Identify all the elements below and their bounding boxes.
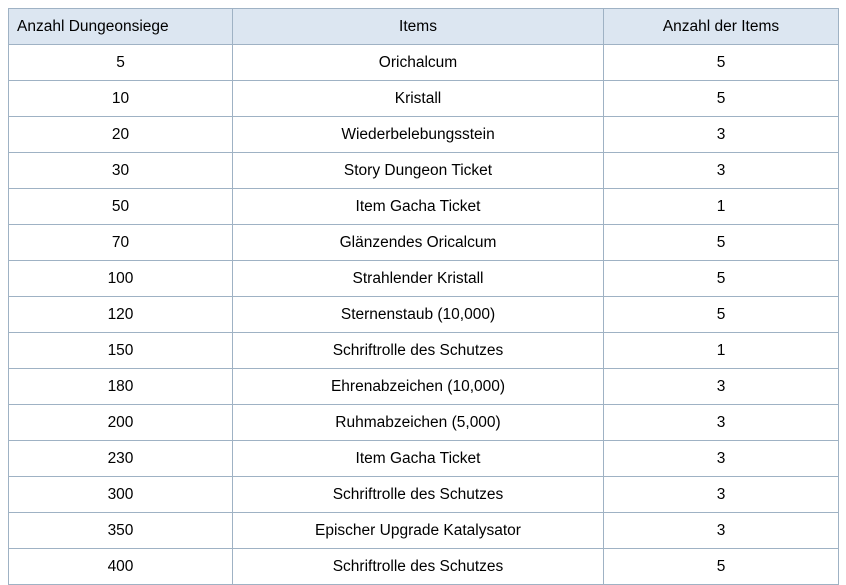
cell-item-name: Schriftrolle des Schutzes (233, 333, 604, 369)
table-row (9, 153, 839, 189)
cell-item-name: Sternenstaub (10,000) (233, 297, 604, 333)
cell-dungeon-wins: 20 (9, 117, 233, 153)
cell-item-count: 5 (604, 81, 839, 117)
cell-item-name: Orichalcum (233, 45, 604, 81)
cell-dungeon-wins: 100 (9, 261, 233, 297)
cell-item-name: Wiederbelebungsstein (233, 117, 604, 153)
cell-item-count: 5 (604, 261, 839, 297)
cell-item-name: Glänzendes Oricalcum (233, 225, 604, 261)
table-header (9, 9, 839, 45)
cell-item-name: Ruhmabzeichen (5,000) (233, 405, 604, 441)
cell-item-name: Epischer Upgrade Katalysator (233, 513, 604, 549)
table-row (9, 333, 839, 369)
table-row (9, 549, 839, 585)
column-header-items: Items (233, 9, 604, 45)
table-row (9, 45, 839, 81)
table-row (9, 513, 839, 549)
cell-dungeon-wins: 10 (9, 81, 233, 117)
cell-item-count: 3 (604, 153, 839, 189)
cell-dungeon-wins: 230 (9, 441, 233, 477)
table-body (9, 45, 839, 585)
cell-item-count: 1 (604, 189, 839, 225)
cell-dungeon-wins: 400 (9, 549, 233, 585)
cell-dungeon-wins: 200 (9, 405, 233, 441)
cell-item-name: Kristall (233, 81, 604, 117)
cell-item-count: 5 (604, 225, 839, 261)
table-row (9, 225, 839, 261)
table-row (9, 81, 839, 117)
cell-dungeon-wins: 180 (9, 369, 233, 405)
cell-item-count: 3 (604, 513, 839, 549)
cell-item-count: 5 (604, 297, 839, 333)
table-row (9, 405, 839, 441)
dungeon-rewards-table (8, 8, 839, 585)
cell-item-count: 1 (604, 333, 839, 369)
cell-item-name: Story Dungeon Ticket (233, 153, 604, 189)
cell-item-count: 3 (604, 477, 839, 513)
cell-dungeon-wins: 300 (9, 477, 233, 513)
table-row (9, 189, 839, 225)
cell-item-name: Item Gacha Ticket (233, 441, 604, 477)
table-row (9, 297, 839, 333)
cell-item-count: 3 (604, 441, 839, 477)
cell-item-name: Ehrenabzeichen (10,000) (233, 369, 604, 405)
cell-item-name: Schriftrolle des Schutzes (233, 549, 604, 585)
cell-dungeon-wins: 120 (9, 297, 233, 333)
table-row (9, 477, 839, 513)
cell-item-count: 3 (604, 117, 839, 153)
cell-item-count: 3 (604, 369, 839, 405)
cell-dungeon-wins: 150 (9, 333, 233, 369)
cell-item-name: Item Gacha Ticket (233, 189, 604, 225)
column-header-item-count: Anzahl der Items (604, 9, 839, 45)
table-row (9, 369, 839, 405)
cell-item-count: 5 (604, 45, 839, 81)
cell-item-name: Schriftrolle des Schutzes (233, 477, 604, 513)
table-row (9, 261, 839, 297)
cell-dungeon-wins: 5 (9, 45, 233, 81)
cell-item-count: 5 (604, 549, 839, 585)
cell-dungeon-wins: 30 (9, 153, 233, 189)
table-row (9, 117, 839, 153)
table-row (9, 441, 839, 477)
cell-item-count: 3 (604, 405, 839, 441)
column-header-dungeon-wins: Anzahl Dungeonsiege (9, 9, 233, 45)
cell-dungeon-wins: 70 (9, 225, 233, 261)
cell-dungeon-wins: 50 (9, 189, 233, 225)
table-header-row (9, 9, 839, 45)
cell-item-name: Strahlender Kristall (233, 261, 604, 297)
cell-dungeon-wins: 350 (9, 513, 233, 549)
